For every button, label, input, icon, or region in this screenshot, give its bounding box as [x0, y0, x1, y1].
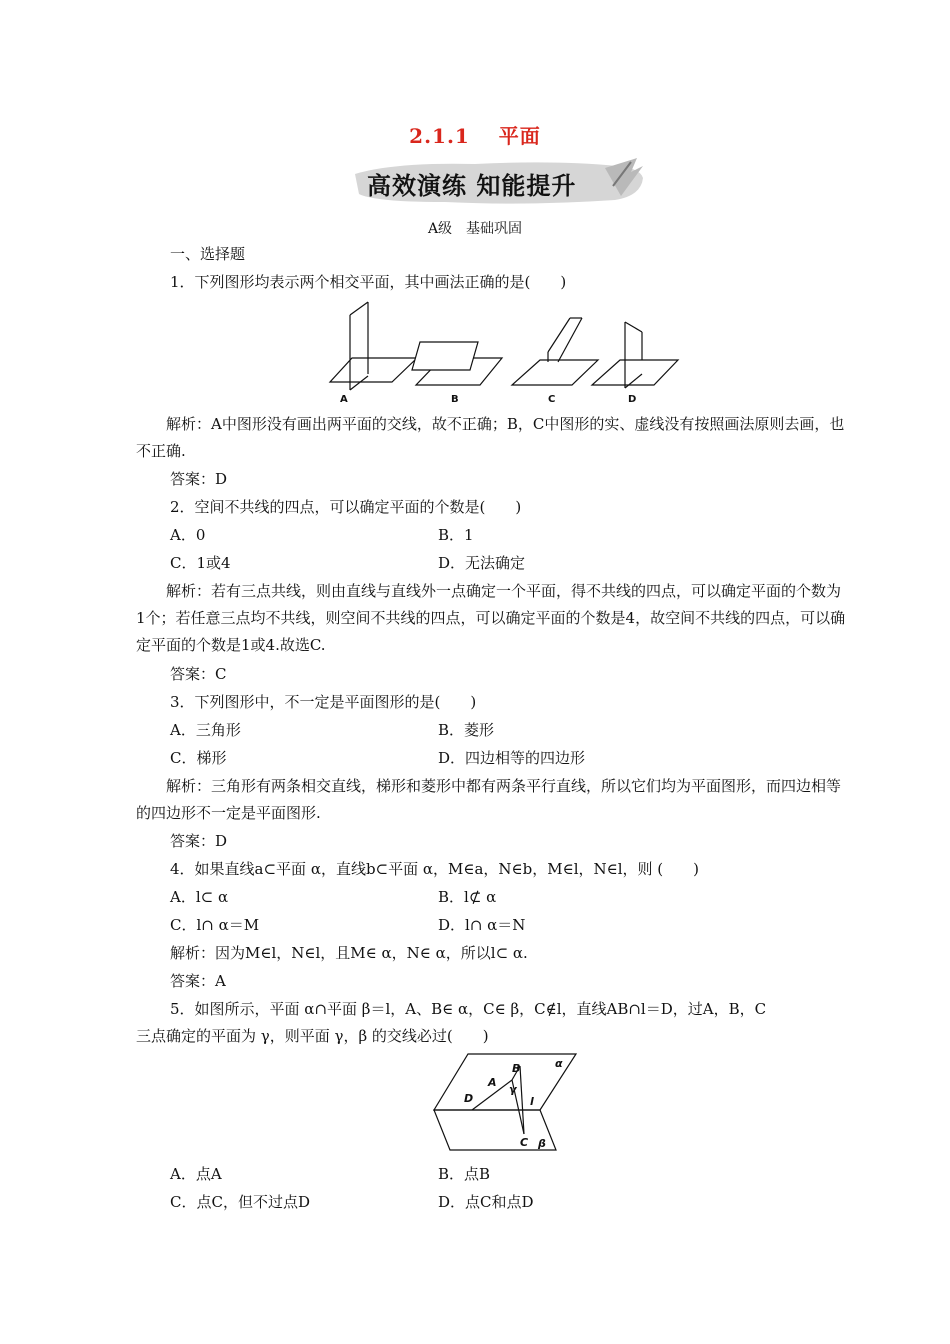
- label-beta: β: [538, 1137, 546, 1150]
- label-a: A: [488, 1076, 497, 1089]
- figure-label-b: B: [451, 394, 459, 405]
- q4-option-c: C．l∩ α＝M: [170, 916, 260, 934]
- section-heading: 一、选择题: [170, 245, 246, 263]
- q1-answer: 答案：D: [170, 470, 228, 488]
- label-gamma: γ: [509, 1083, 517, 1096]
- q1-figure: [320, 300, 680, 408]
- q4-option-a: A．l⊂ α: [170, 888, 229, 906]
- q2-analysis: 解析：若有三点共线，则由直线与直线外一点确定一个平面，得不共线的四点，可以确定平面的个数为1个；若任意三点均不共线，则空间不共线的四点，可以确定平面的个数是4，故空间不共线的四点，可以确定平面的个数是1或4.故选C.: [136, 582, 846, 654]
- figure-label-d: D: [628, 394, 637, 405]
- label-d: D: [464, 1092, 474, 1105]
- q3-option-a: A．三角形: [170, 721, 241, 739]
- q3-option-c: C．梯形: [170, 749, 227, 767]
- q4-answer: 答案：A: [170, 972, 226, 990]
- banner-text: 高效演练 知能提升: [367, 172, 577, 200]
- q5-figure: [428, 1048, 578, 1158]
- label-alpha: α: [555, 1057, 563, 1070]
- q3-analysis: 解析：三角形有两条相交直线，梯形和菱形中都有两条平行直线，所以它们均为平面图形，而四边相等的四边形不一定是平面图形.: [136, 777, 842, 822]
- figure-label-a: A: [340, 394, 348, 405]
- q3-option-b: B．菱形: [438, 721, 495, 739]
- q2-option-b: B．1: [438, 526, 474, 544]
- q5-stem-line1: 5．如图所示，平面 α∩平面 β＝l，A、B∈ α，C∈ β，C∉l，直线AB∩l＝D，过A，B，C: [170, 1000, 767, 1018]
- q1-analysis: 解析：A中图形没有画出两平面的交线，故不正确；B，C中图形的实、虚线没有按照画法原则去画，也不正确.: [136, 415, 845, 460]
- q5-option-a: A．点A: [170, 1165, 222, 1183]
- q3-option-d: D．四边相等的四边形: [438, 749, 586, 767]
- q4-stem: 4．如果直线a⊂平面 α，直线b⊂平面 α，M∈a，N∈b，M∈l，N∈l，则 ( ): [170, 860, 700, 878]
- q1-stem: 1．下列图形均表示两个相交平面，其中画法正确的是( ): [170, 273, 567, 291]
- label-b: B: [512, 1062, 521, 1075]
- q3-stem: 3．下列图形中，不一定是平面图形的是( ): [170, 693, 477, 711]
- q2-option-d: D．无法确定: [438, 554, 526, 572]
- label-l: l: [530, 1095, 534, 1108]
- q5-option-d: D．点C和点D: [438, 1193, 534, 1211]
- section-banner: [355, 156, 645, 208]
- figure-label-c: C: [548, 394, 556, 405]
- q4-option-b: B．l⊄ α: [438, 888, 497, 906]
- q2-stem: 2．空间不共线的四点，可以确定平面的个数是( ): [170, 498, 522, 516]
- q4-option-d: D．l∩ α＝N: [438, 916, 526, 934]
- page-title: 2.1.1 平面: [409, 124, 541, 148]
- q5-stem-line2: 三点确定的平面为 γ，则平面 γ，β 的交线必过( ): [136, 1027, 489, 1045]
- level-heading: A级 基础巩固: [427, 221, 523, 237]
- q2-option-c: C．1或4: [170, 554, 231, 572]
- q5-option-b: B．点B: [438, 1165, 491, 1183]
- label-c: C: [520, 1136, 529, 1149]
- q3-answer: 答案：D: [170, 832, 228, 850]
- q4-analysis: 解析：因为M∈l，N∈l，且M∈ α，N∈ α，所以l⊂ α.: [170, 944, 528, 962]
- q5-option-c: C．点C，但不过点D: [170, 1193, 310, 1211]
- q2-answer: 答案：C: [170, 665, 227, 683]
- q2-option-a: A．0: [170, 526, 206, 544]
